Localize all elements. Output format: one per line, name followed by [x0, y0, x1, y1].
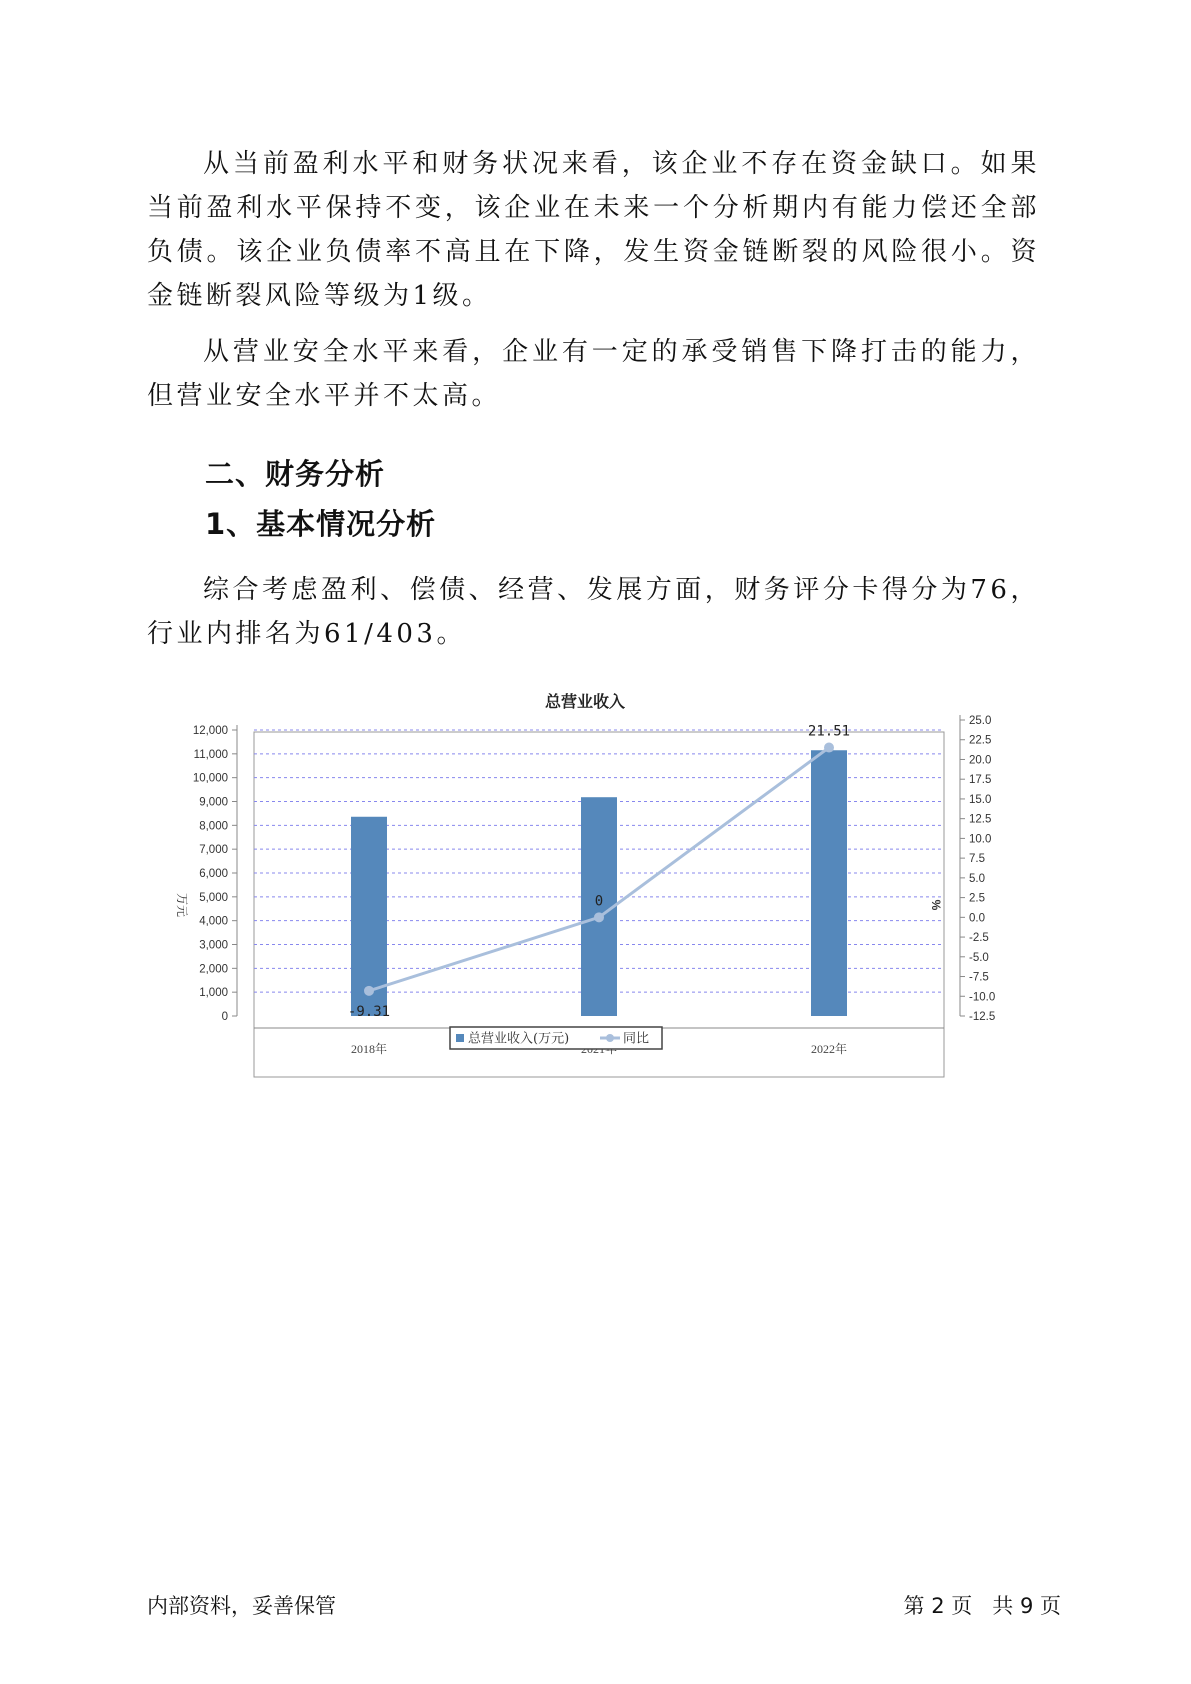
y2-tick-label: -7.5 [969, 971, 989, 984]
subsection-heading: 1、基本情况分析 [205, 507, 437, 541]
y-tick-label: 10,000 [192, 772, 228, 785]
y2-tick-label: -10.0 [969, 991, 996, 1004]
chart-title: 总营业收入 [544, 694, 626, 711]
y2-tick-label: 7.5 [969, 853, 985, 866]
y2-tick-label: -5.0 [969, 951, 989, 964]
y-axis-right [960, 715, 995, 1023]
paragraph-funding-risk: 从当前盈利水平和财务状况来看，该企业不存在资金缺口。如果当前盈利水平保持不变，该企业在未来一个分析期内有能力偿还全部负债。该企业负债率不高且在下降，发生资金链断裂的风险很小。资金链断裂风险等级为1级。 [147, 149, 1040, 311]
y2-tick-label: 10.0 [969, 833, 992, 846]
data-label: 21.51 [807, 723, 851, 740]
y-tick-label: 0 [221, 1011, 228, 1023]
footer-note: 内部资料，妥善保管 [147, 1594, 336, 1618]
bar [811, 750, 847, 1016]
y2-tick-label: 5.0 [969, 872, 985, 885]
paragraph-operating-safety: 从营业安全水平来看，企业有一定的承受销售下降打击的能力，但营业安全水平并不太高。 [147, 337, 1040, 411]
y-tick-label: 6,000 [199, 868, 228, 880]
y-tick-label: 1,000 [199, 987, 228, 1000]
page-number: 第 2 页 共 9 页 [903, 1594, 1061, 1618]
y-tick-label: 9,000 [199, 796, 228, 809]
y2-tick-label: 20.0 [969, 754, 992, 767]
legend-bar-swatch [456, 1034, 464, 1042]
y-tick-label: 3,000 [199, 939, 228, 952]
x-tick-label: 2018年 [350, 1042, 388, 1056]
y-tick-label: 12,000 [192, 725, 228, 737]
legend-line-marker [606, 1034, 614, 1042]
y2-tick-label: 15.0 [969, 793, 992, 806]
chart-legend [450, 1027, 662, 1049]
legend-bar-label: 总营业收入(万元) [468, 1031, 570, 1047]
y-axis-label: 万元 [175, 892, 189, 918]
y2-tick-label: 2.5 [969, 892, 985, 905]
y-tick-label: 11,000 [193, 748, 228, 761]
paragraph-score-summary: 综合考虑盈利、偿债、经营、发展方面，财务评分卡得分为76，行业内排名为61/403。 [147, 575, 1040, 649]
revenue-chart [170, 680, 1070, 1140]
section-heading: 二、财务分析 [205, 457, 386, 491]
y2-axis-label: % [929, 899, 943, 911]
y-tick-label: 8,000 [199, 820, 228, 833]
y2-tick-label: 25.0 [969, 715, 992, 727]
y2-tick-label: 12.5 [969, 813, 992, 826]
line-point [364, 986, 374, 996]
y-tick-label: 5,000 [199, 891, 228, 904]
y2-tick-label: 0.0 [969, 912, 985, 925]
y2-tick-label: -12.5 [969, 1011, 996, 1023]
data-label: 0 [594, 893, 604, 910]
y2-tick-label: 17.5 [969, 774, 992, 787]
y-tick-label: 4,000 [199, 915, 228, 928]
line-point [824, 743, 834, 753]
y-tick-label: 2,000 [199, 963, 228, 976]
y2-tick-label: -2.5 [969, 932, 989, 945]
y-axis-left [193, 725, 237, 1023]
legend-line-label: 同比 [623, 1031, 650, 1047]
y-tick-label: 7,000 [199, 844, 228, 857]
x-tick-label: 2022年 [810, 1042, 848, 1056]
data-label: -9.31 [347, 1003, 391, 1020]
line-point [594, 912, 604, 922]
y2-tick-label: 22.5 [969, 734, 992, 747]
